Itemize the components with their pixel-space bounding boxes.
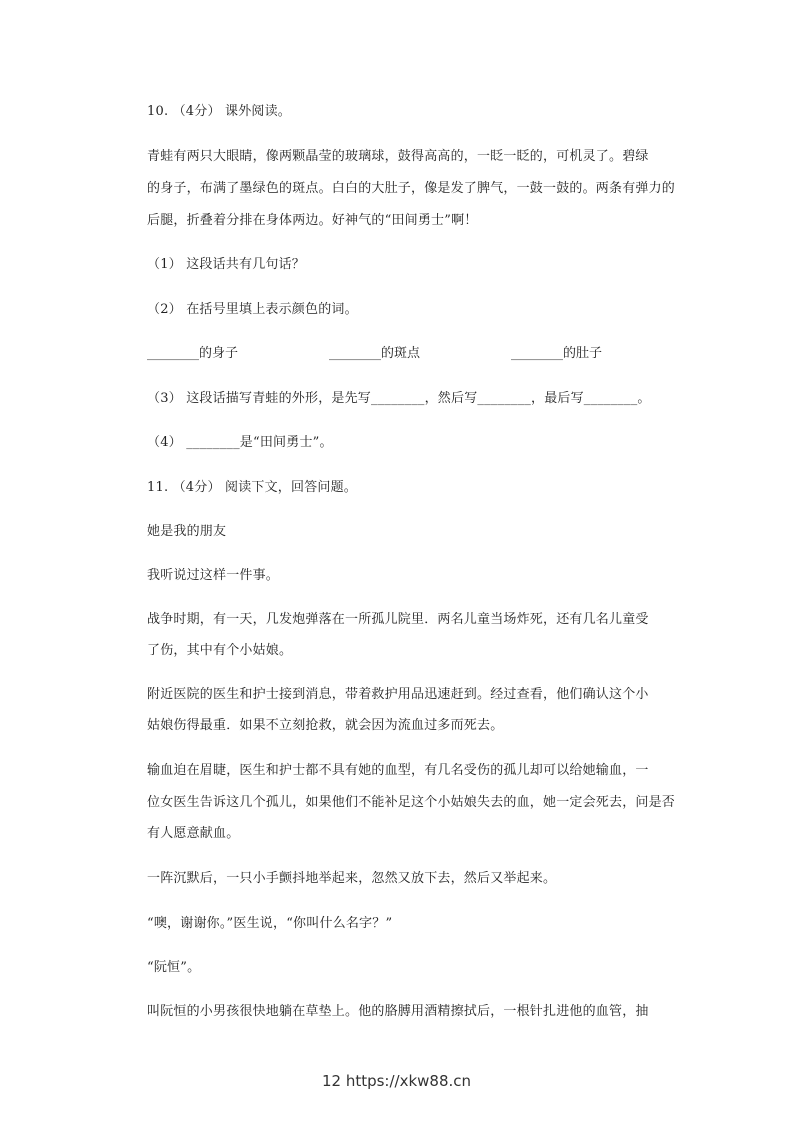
q10-blank-spots: ________的斑点 [329,346,421,361]
q11-paragraph-4-line-2: 位女医生告诉这几个孤儿，如果他们不能补足这个小姑娘失去的血，她一定会死去，问是否 [147,795,676,810]
q10-sub-question-4: （4） ________是“田间勇士”。 [147,435,333,450]
q10-sub-question-3: （3） 这段话描写青蛙的外形，是先写________，然后写________，最后写________。 [147,391,651,406]
q10-sub-question-1: （1） 这段话共有几句话？ [147,257,306,272]
q10-para-line-1: 青蛙有两只大眼睛，像两颗晶莹的玻璃球，鼓得高高的，一眨一眨的，可机灵了。碧绿 [147,149,649,164]
q11-paragraph-2-line-1: 战争时期，有一天，几发炮弹落在一所孤儿院里．两名儿童当场炸死，还有几名儿童受 [147,612,649,627]
q10-blank-body: ________的身子 [147,346,239,361]
q11-article-title: 她是我的朋友 [147,524,227,539]
q11-paragraph-5: 一阵沉默后，一只小手颤抖地举起来，忽然又放下去，然后又举起来。 [147,871,557,886]
q10-sub-question-2: （2） 在括号里填上表示颜色的词。 [147,302,358,317]
q10-header: 10. （4分） 课外阅读。 [147,104,292,119]
q11-paragraph-7: “阮恒”。 [147,960,201,975]
q10-para-line-2: 的身子，布满了墨绿色的斑点。白白的大肚子，像是发了脾气，一鼓一鼓的。两条有弹力的 [147,181,676,196]
q11-paragraph-6: “噢，谢谢你。”医生说，“你叫什么名字？” [147,916,393,931]
q11-paragraph-2-line-2: 了伤，其中有个小姑娘。 [147,643,293,658]
q10-para-line-3: 后腿，折叠着分排在身体两边。好神气的“田间勇士”啊！ [147,213,478,228]
q11-header: 11. （4分） 阅读下文，回答问题。 [147,480,358,495]
q11-paragraph-3-line-1: 附近医院的医生和护士接到消息，带着救护用品迅速赶到。经过查看，他们确认这个小 [147,687,649,702]
q11-paragraph-3-line-2: 姑娘伤得最重．如果不立刻抢救，就会因为流血过多而死去。 [147,718,504,733]
page-footer: 12 https://xkw88.cn [321,1072,472,1090]
q10-blank-belly: ________的肚子 [511,346,603,361]
q11-paragraph-1: 我听说过这样一件事。 [147,568,280,583]
q11-paragraph-8: 叫阮恒的小男孩很快地躺在草垫上。他的胳膊用酒精擦拭后，一根针扎进他的血管，抽 [147,1004,649,1019]
q11-paragraph-4-line-3: 有人愿意献血。 [147,826,240,841]
q11-paragraph-4-line-1: 输血迫在眉睫，医生和护士都不具有她的血型，有几名受伤的孤儿却可以给她输血，一 [147,763,649,778]
